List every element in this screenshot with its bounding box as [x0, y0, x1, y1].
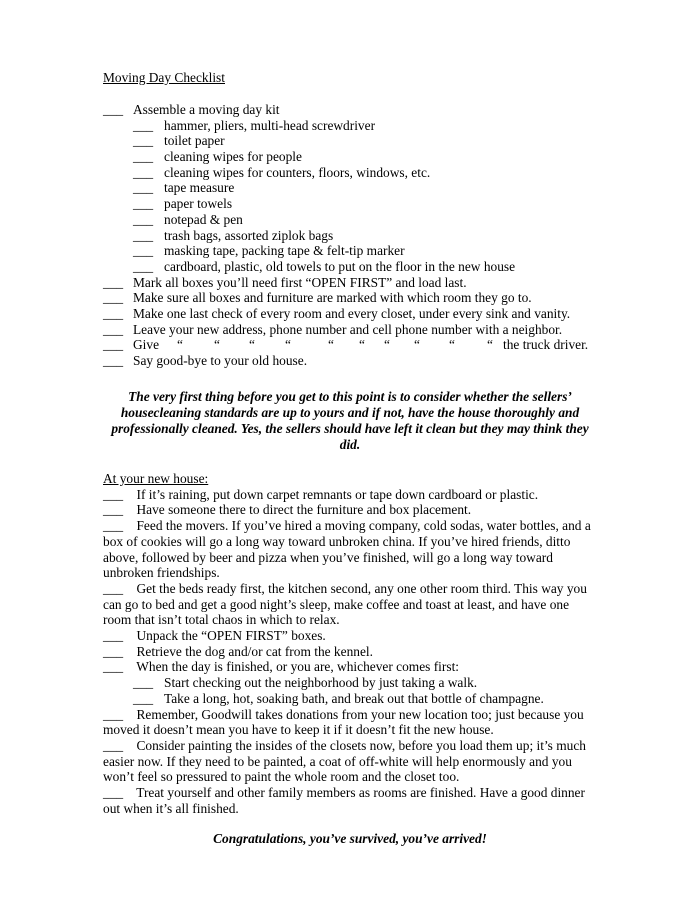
ditto-mark: “ — [359, 337, 365, 353]
check-blank: ___ — [133, 196, 154, 212]
page-title: Moving Day Checklist — [103, 70, 225, 85]
checklist-item — [103, 306, 597, 322]
new-house-item — [103, 644, 597, 660]
check-blank: ___ — [133, 211, 154, 227]
new-house-item — [103, 785, 597, 816]
new-house-item — [103, 502, 597, 518]
ditto-mark: “ — [285, 337, 291, 353]
item-text: Make one last check of every room and every closet, under every sink and vanity. — [133, 305, 571, 321]
item-text: Get the beds ready first, the kitchen second, any one other room third. This way you can go to bed and get a good night’s sleep, make coffee and toast at least, and have one room that isn’t total chaos in which to relax. — [103, 580, 587, 628]
check-blank: ___ — [103, 643, 124, 659]
item-text: trash bags, assorted ziplok bags — [164, 227, 334, 243]
item-text: hammer, pliers, multi-head screwdriver — [164, 117, 376, 133]
ditto-mark: “ — [214, 337, 220, 353]
kit-item — [103, 228, 597, 244]
checklist-item — [103, 275, 597, 291]
kit-item — [103, 149, 597, 165]
check-blank: ___ — [103, 321, 124, 337]
check-blank: ___ — [103, 518, 124, 534]
check-blank: ___ — [133, 690, 154, 706]
check-blank: ___ — [133, 117, 154, 133]
new-house-item — [103, 518, 597, 581]
seller-cleaning-note: The very first thing before you get to this point is to consider whether the sellers’ housecleaning standards are up to yours and if not, have the house thoroughly and professionally cleaned. Yes, the sellers should have left it clean but they may think they did. — [111, 388, 589, 452]
checklist-item — [103, 290, 597, 306]
check-blank: ___ — [133, 227, 154, 243]
new-house-sub-item — [103, 675, 597, 691]
check-blank: ___ — [103, 353, 124, 368]
check-blank: ___ — [103, 102, 124, 117]
item-text: tape measure — [164, 180, 235, 196]
check-blank: ___ — [133, 180, 154, 196]
item-text: Take a long, hot, soaking bath, and break out that bottle of champagne. — [164, 690, 544, 706]
item-text: Unpack the “OPEN FIRST” boxes. — [136, 628, 326, 644]
check-blank: ___ — [103, 737, 124, 753]
check-blank: ___ — [103, 486, 124, 502]
kit-item — [103, 133, 597, 149]
kit-item — [103, 180, 597, 196]
checklist-item-kit — [103, 102, 597, 118]
kit-item — [103, 212, 597, 228]
check-blank: ___ — [103, 305, 124, 321]
item-text: toilet paper — [164, 133, 225, 149]
check-blank: ___ — [103, 706, 124, 722]
kit-item — [103, 118, 597, 134]
section-heading-new-house: At your new house: — [103, 470, 209, 486]
checklist-item — [103, 322, 597, 338]
document-page — [103, 70, 597, 847]
check-blank: ___ — [103, 659, 124, 675]
item-text: When the day is finished, or you are, whichever comes first: — [136, 659, 460, 675]
kit-item — [103, 259, 597, 275]
new-house-item — [103, 581, 597, 628]
kit-item — [103, 165, 597, 181]
ditto-mark: “ — [449, 337, 455, 353]
ditto-mark: “ — [249, 337, 255, 353]
check-blank: ___ — [133, 258, 154, 274]
check-blank: ___ — [133, 133, 154, 149]
item-text: Start checking out the neighborhood by just taking a walk. — [164, 675, 478, 691]
check-blank: ___ — [103, 628, 124, 644]
checklist-item-give — [103, 337, 597, 353]
kit-item — [103, 243, 597, 259]
ditto-mark: “ — [487, 337, 493, 353]
check-blank: ___ — [103, 290, 124, 306]
new-house-sub-item — [103, 691, 597, 707]
give-label: Give — [133, 337, 160, 353]
give-end-text: the truck driver. — [503, 337, 589, 353]
new-house-item — [103, 659, 597, 675]
item-text: Say good-bye to your old house. — [133, 353, 308, 368]
check-blank: ___ — [133, 243, 154, 259]
item-text: masking tape, packing tape & felt-tip marker — [164, 243, 405, 259]
kit-item — [103, 196, 597, 212]
item-text: If it’s raining, put down carpet remnants or tape down cardboard or plastic. — [136, 486, 539, 502]
item-text: Have someone there to direct the furniture and box placement. — [136, 502, 472, 518]
item-text: Make sure all boxes and furniture are marked with which room they go to. — [133, 290, 532, 306]
new-house-item — [103, 487, 597, 503]
check-blank: ___ — [133, 149, 154, 165]
item-text: Consider painting the insides of the closets now, before you load them up; it’s much easier now. If they need to be painted, a coat of off-white will help enormously and you won’t feel so pressured to paint the whole room and the closet too. — [103, 737, 586, 785]
check-blank: ___ — [103, 274, 124, 290]
item-text: Remember, Goodwill takes donations from your new location too; just because you moved it doesn’t mean you have to keep it if it doesn’t fit the new house. — [103, 706, 584, 738]
item-text: Treat yourself and other family members as rooms are finished. Have a good dinner out when it’s all finished. — [103, 785, 585, 816]
item-text: cardboard, plastic, old towels to put on the floor in the new house — [164, 258, 516, 274]
check-blank: ___ — [103, 502, 124, 518]
checklist-item — [103, 353, 597, 369]
item-text: notepad & pen — [164, 211, 243, 227]
item-text: cleaning wipes for counters, floors, windows, etc. — [164, 164, 431, 180]
item-text: Assemble a moving day kit — [133, 102, 280, 117]
item-text: cleaning wipes for people — [164, 149, 302, 165]
new-house-item — [103, 707, 597, 738]
check-blank: ___ — [103, 785, 124, 801]
congratulations-message: Congratulations, you’ve survived, you’ve arrived! — [213, 831, 487, 847]
item-text: paper towels — [164, 196, 233, 212]
ditto-mark: “ — [384, 337, 390, 353]
item-text: Retrieve the dog and/or cat from the kennel. — [136, 643, 373, 659]
check-blank: ___ — [133, 675, 154, 691]
item-text: Feed the movers. If you’ve hired a moving company, cold sodas, water bottles, and a box of cookies will go a long way toward unbroken china. If you’ve hired friends, ditto above, followed by beer and pizza when you’ve finished, will go a long way toward unbroken friendships. — [103, 518, 591, 581]
new-house-item — [103, 738, 597, 785]
item-text: Leave your new address, phone number and cell phone number with a neighbor. — [133, 321, 563, 337]
check-blank: ___ — [103, 337, 124, 353]
ditto-mark: “ — [414, 337, 420, 353]
check-blank: ___ — [103, 580, 124, 596]
item-text: Mark all boxes you’ll need first “OPEN FIRST” and load last. — [133, 274, 467, 290]
ditto-mark: “ — [328, 337, 334, 353]
check-blank: ___ — [133, 164, 154, 180]
ditto-mark: “ — [177, 337, 183, 353]
new-house-item — [103, 628, 597, 644]
